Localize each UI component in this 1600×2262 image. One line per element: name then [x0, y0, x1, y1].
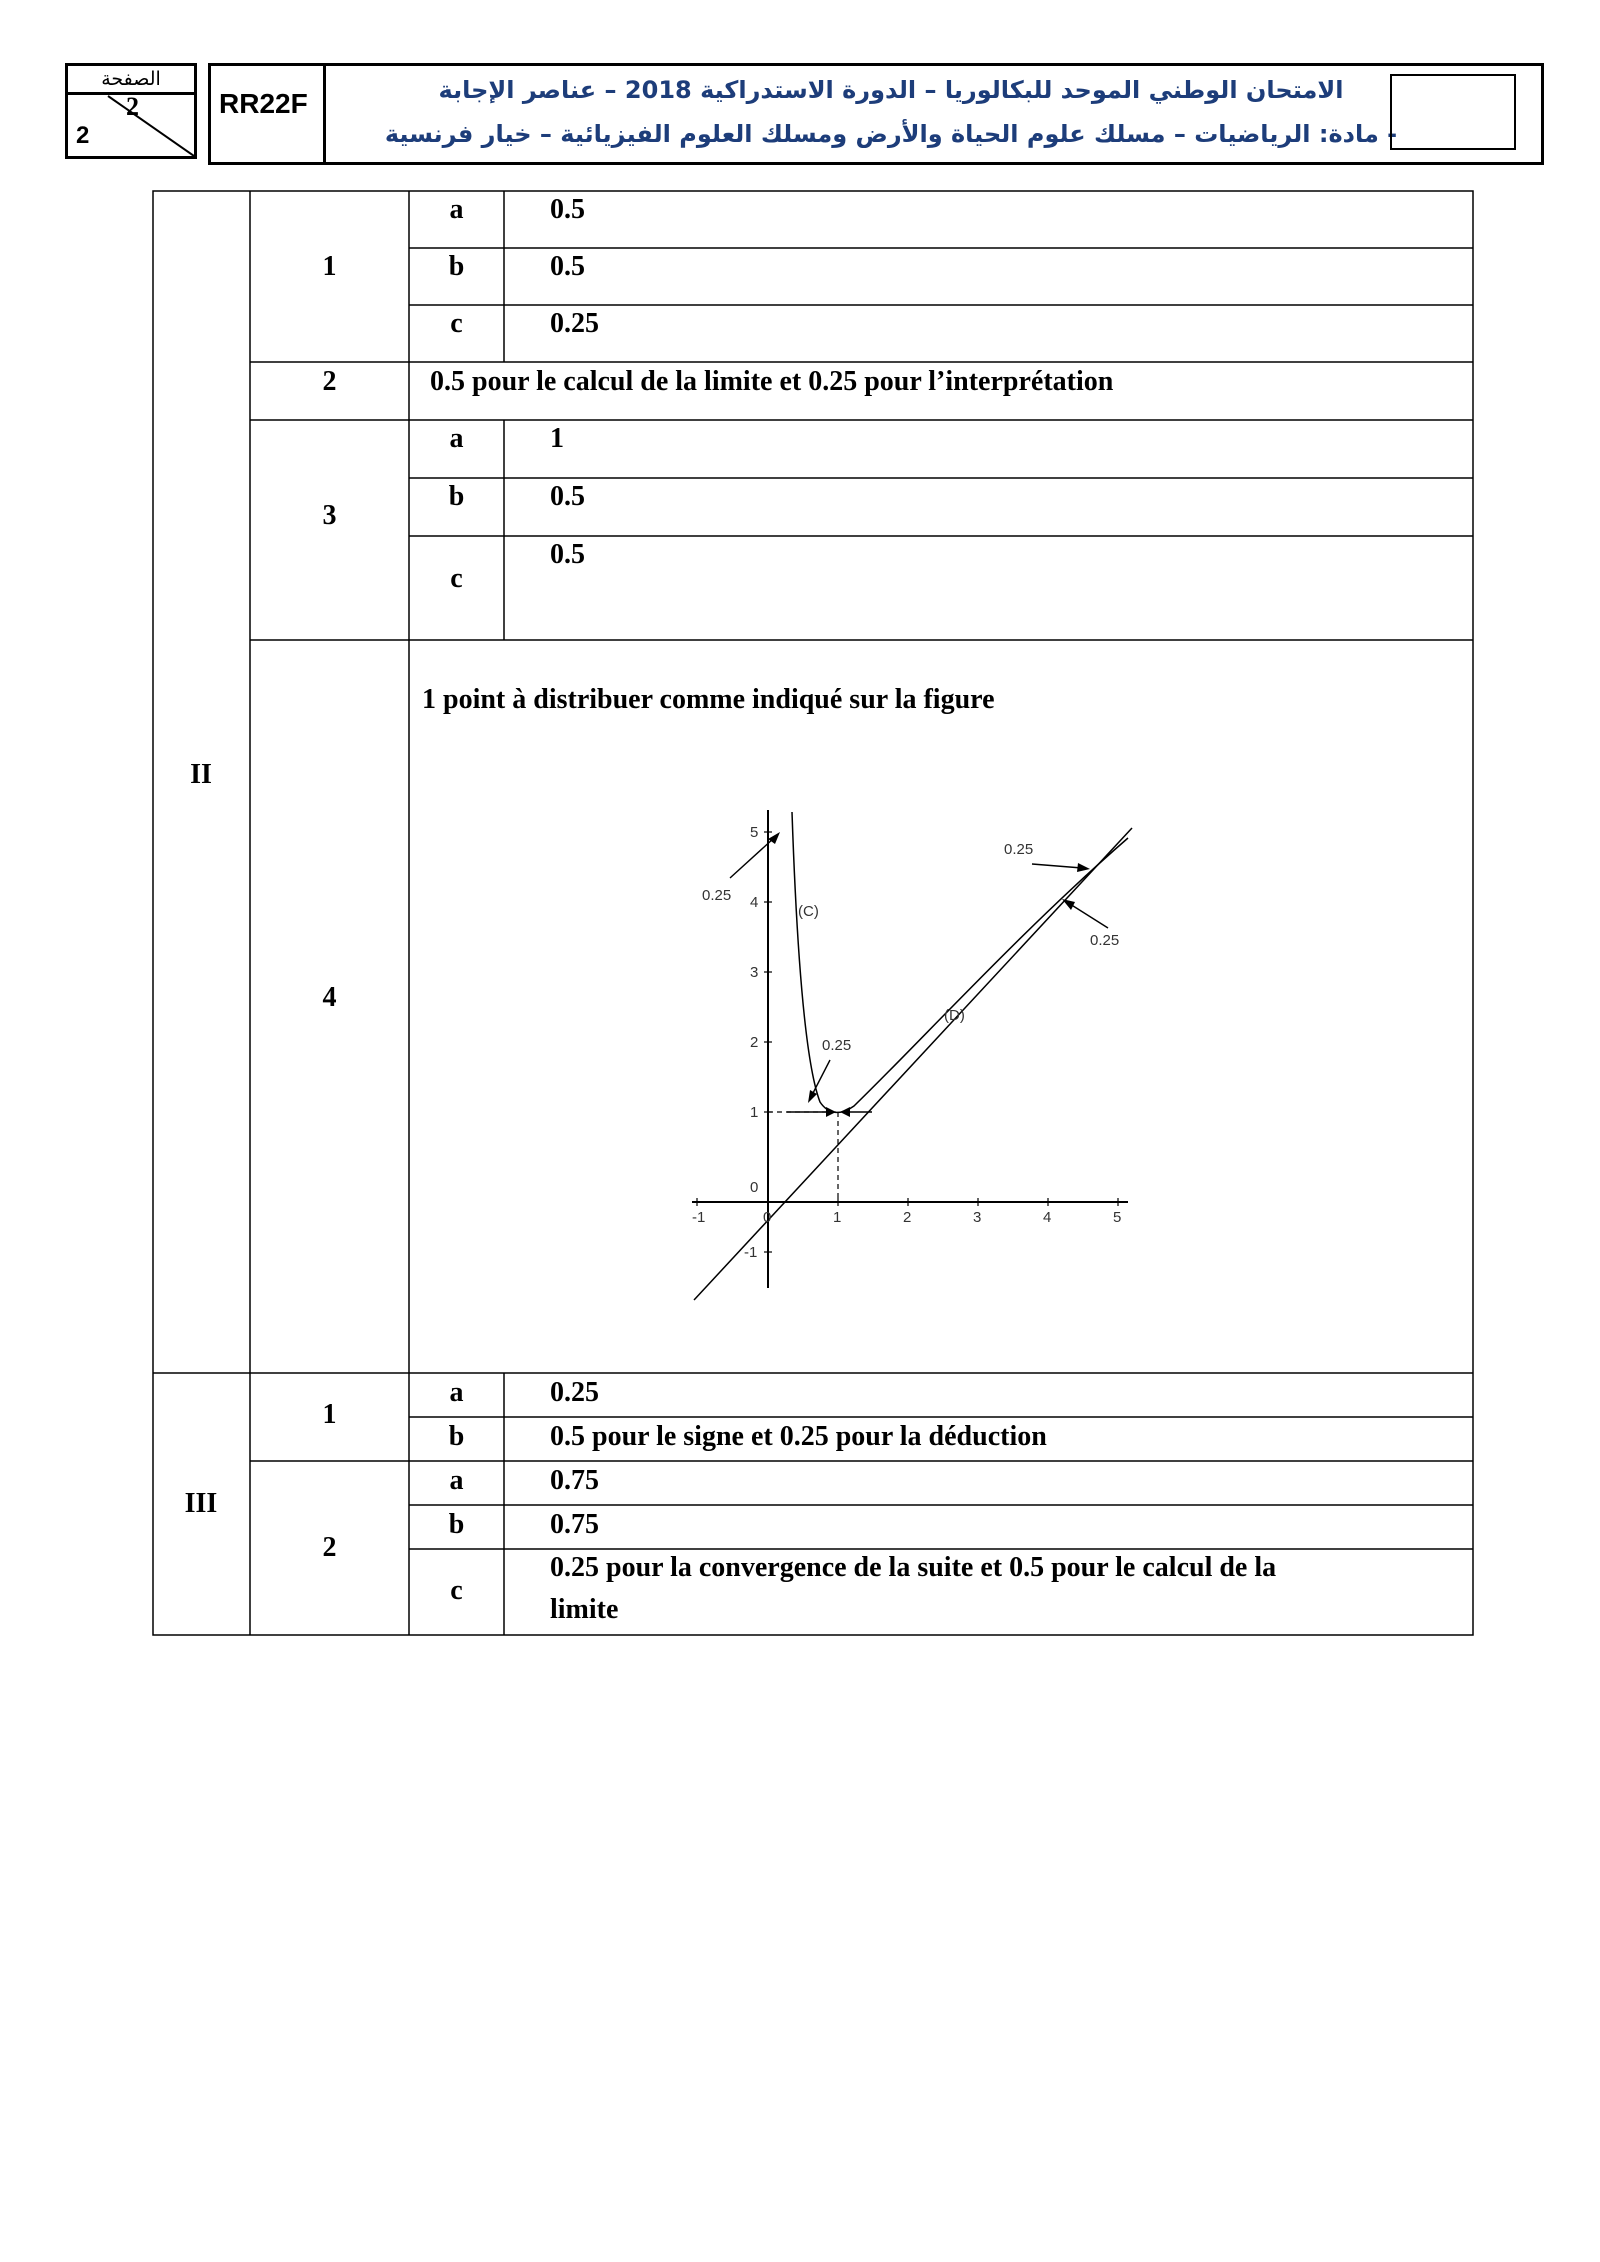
y-tick-label: 5 [750, 824, 759, 841]
question-score: 1 point à distribuer comme indiqué sur la figure [422, 684, 995, 715]
exam-title: الامتحان الوطني الموحد للبكالوريا – الدورة الاستدراكية 2018 – عناصر الإجابة [438, 76, 1344, 104]
part-letter: b [448, 1509, 465, 1540]
part-letter: c [450, 563, 463, 594]
x-tick-label: 3 [973, 1209, 982, 1226]
grading-table [152, 190, 1474, 1636]
score-annotation: 0.25 [1004, 841, 1034, 858]
score-annotation: 0.25 [702, 887, 732, 904]
y-tick-label: -1 [744, 1244, 758, 1261]
exam-code: RR22F [211, 66, 326, 162]
part-score: 0.25 pour la convergence de la suite et 0.5 pour le calcul de la [550, 1552, 1277, 1583]
x-tick-label: 0 [763, 1209, 772, 1226]
score-annotation: 0.25 [822, 1037, 852, 1054]
y-tick-label: 1 [750, 1104, 759, 1121]
part-score-continued: limite [550, 1594, 619, 1625]
part-score: 0.25 [550, 308, 599, 339]
exam-header [208, 63, 1544, 165]
part-score: 0.5 pour le signe et 0.25 pour la déduction [550, 1421, 1047, 1452]
y-tick-label: 3 [750, 964, 759, 981]
part-letter: a [449, 423, 464, 454]
page-number-box [65, 63, 197, 159]
x-tick-label: 5 [1113, 1209, 1122, 1226]
exam-subject: - مادة: الرياضيات – مسلك علوم الحياة والأرض ومسلك العلوم الفيزيائية – خيار فرنسية [384, 120, 1398, 148]
question-number: 4 [322, 982, 337, 1013]
section-roman-iii: III [184, 1488, 218, 1519]
part-score: 1 [550, 423, 564, 454]
part-score: 0.5 [550, 251, 585, 282]
part-score: 0.25 [550, 1377, 599, 1408]
line-label: (D) [944, 1007, 965, 1024]
section-roman-ii: II [190, 759, 212, 790]
part-letter: b [448, 481, 465, 512]
y-tick-label: 2 [750, 1034, 759, 1051]
page-label: الصفحة [68, 66, 194, 95]
function-graph [682, 810, 1302, 1490]
x-tick-label: 4 [1043, 1209, 1052, 1226]
part-letter: b [448, 251, 465, 282]
part-letter: a [449, 194, 464, 225]
part-letter: a [449, 1465, 464, 1496]
question-score: 0.5 pour le calcul de la limite et 0.25 pour l’interprétation [430, 366, 1114, 397]
question-number: 1 [322, 1399, 337, 1430]
part-score: 0.75 [550, 1465, 599, 1496]
y-tick-label: 0 [750, 1179, 759, 1196]
question-number: 2 [322, 1532, 337, 1563]
part-letter: b [448, 1421, 465, 1452]
part-score: 0.5 [550, 481, 585, 512]
part-letter: a [449, 1377, 464, 1408]
part-score: 0.5 [550, 539, 585, 570]
part-letter: c [450, 308, 463, 339]
page-total: 2 [76, 122, 90, 149]
x-tick-label: -1 [692, 1209, 706, 1226]
blank-box [1390, 74, 1516, 150]
score-annotation: 0.25 [1090, 932, 1120, 949]
part-score: 0.5 [550, 194, 585, 225]
question-number: 2 [322, 366, 337, 397]
question-number: 3 [322, 500, 337, 531]
question-number: 1 [322, 251, 337, 282]
page-current: 2 [126, 92, 139, 121]
y-tick-label: 4 [750, 894, 759, 911]
x-tick-label: 2 [903, 1209, 912, 1226]
part-letter: c [450, 1575, 463, 1606]
x-tick-label: 1 [833, 1209, 842, 1226]
curve-label: (C) [798, 903, 819, 920]
part-score: 0.75 [550, 1509, 599, 1540]
